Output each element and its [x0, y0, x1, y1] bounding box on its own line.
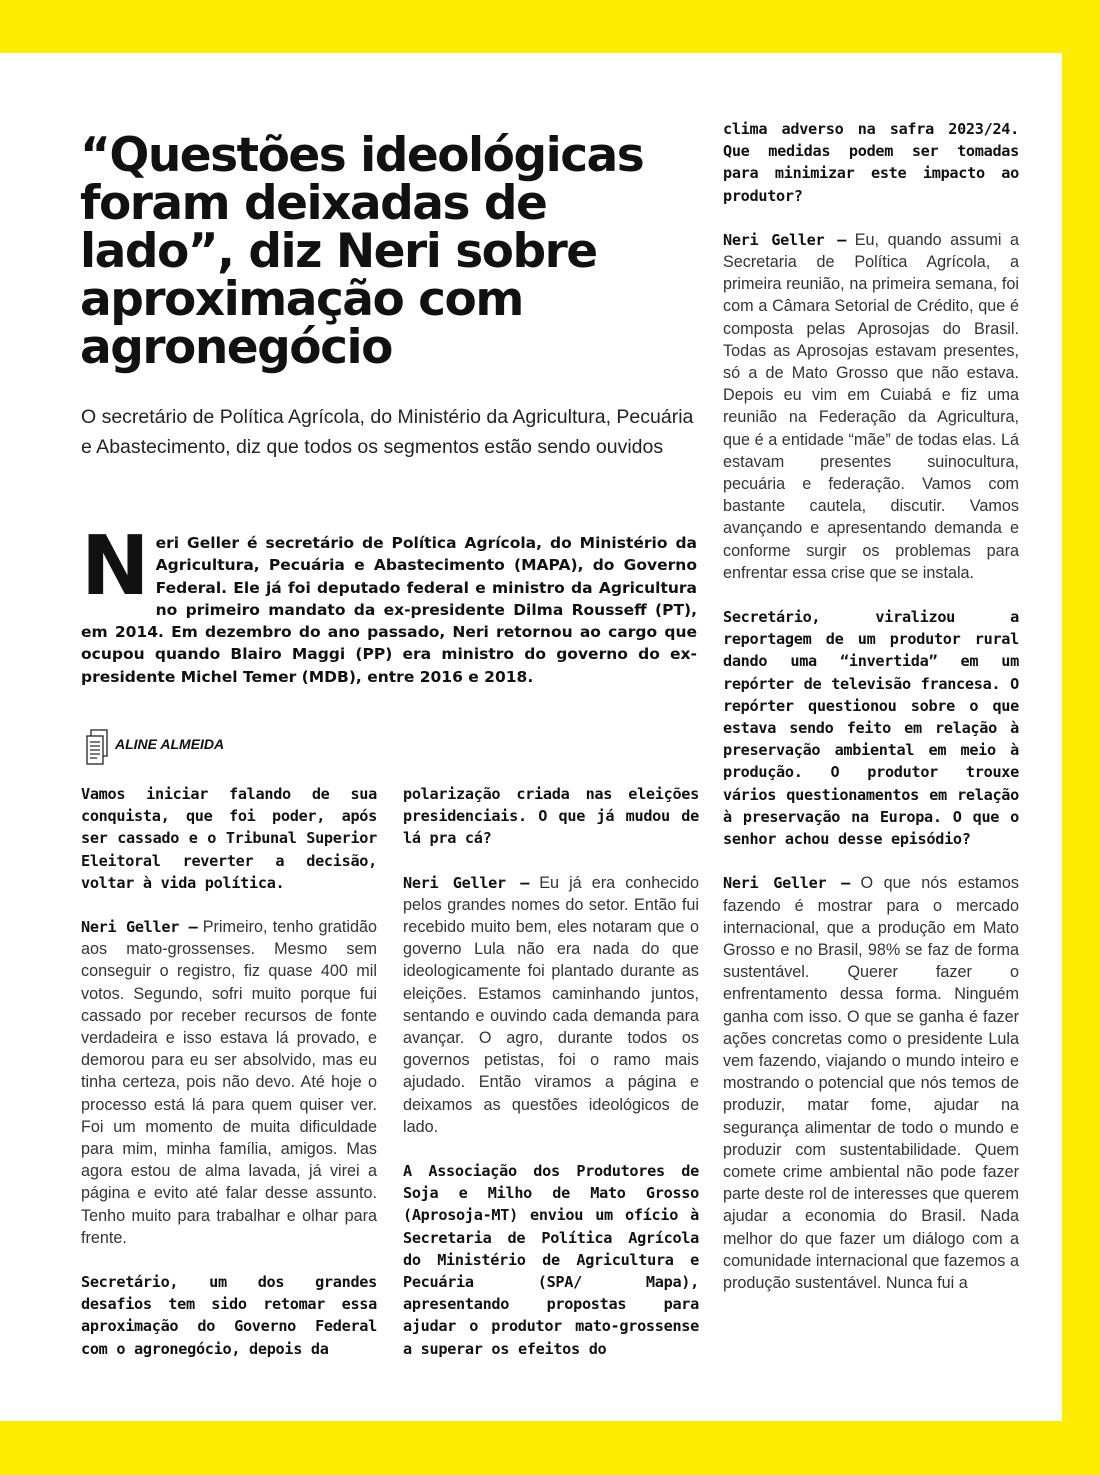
text-column-3	[723, 118, 1019, 1316]
question-2: Secretário, um dos grandes desafios tem sido retomar essa aproximação do Governo Federal com o agronegócio, depois da	[81, 1273, 377, 1358]
answer-3	[723, 229, 1019, 584]
answer-text: Eu, quando assumi a Secretaria de Política Agrícola, a primeira reunião, na primeira semana, foi com a Câmara Setorial de Crédito, que é composta pelas Aprosojas do Brasil. Todas as Aprosojas estavam presentes, só a de Mato Grosso que não estava. Depois eu vim em Cuiabá e fiz uma reunião na Federação da Agricultura, que é a entidade “mãe” de todas elas. Lá estavam presentes suinocultura, pecuária e federação. Vamos com bastante cautela, discutir. Vamos avançando e apresentando demanda e conforme surgir os problemas para enfrentar essa crise que se instala.	[723, 230, 1019, 582]
article-subtitle: O secretário de Política Agrícola, do Ministério da Agricultura, Pecuária e Abastecimento, diz que todos os segmentos estão sendo ouvidos	[81, 406, 694, 458]
question-3-continued: clima adverso na safra 2023/24. Que medidas podem ser tomadas para minimizar este impacto ao produtor?	[723, 120, 1019, 205]
answer-text: Eu já era conhecido pelos grandes nomes do setor. Então fui recebido muito bem, eles notaram que o governo Lula não era nada do que ideologicamente foi plantado durante as eleições. Estamos caminhando juntos, sentando e ouvindo cada demanda para avançar. O agro, durante todos os governos petistas, foi o ramo mais ajudado. Então viramos a página e deixamos as questões ideológicos de lado.	[403, 873, 700, 1136]
author-name: ALINE ALMEIDA	[115, 736, 225, 752]
answer-text: O que nós estamos fazendo é mostrar para o mercado internacional, que a produção em Mato Grosso e no Brasil, 98% se faz de forma sustentável. Querer fazer o enfrentamento dessa forma. Ninguém ganha com isso. O que se ganha é fazer ações concretas como o presidente Lula vem fazendo, viajando o mundo inteiro e mostrando o potencial que nós temos de produzir, matar fome, ajudar na segurança alimentar de todo o mundo e produzir com sustentabilidade. Quem comete crime ambiental não pode fazer parte deste rol de interesses que querem ajudar a economia do Brasil. Nada melhor do que fazer um diálogo com a comunidade internacional que fazemos a produção sustentável. Nunca fui a	[723, 874, 1020, 1292]
text-column-2	[403, 783, 699, 1382]
text-column-1	[81, 783, 377, 1382]
speaker-label: Neri Geller –	[723, 874, 851, 893]
lead-text: eri Geller é secretário de Política Agrícola, do Ministério da Agricultura, Pecuária e Abastecimento (MAPA), do Governo Federal. Ele já foi deputado federal e ministro da Agricultura no primeiro mandato da ex-presidente Dilma Rousseff (PT), em 2014. Em dezembro do ano passado, Neri retornou ao cargo que ocupou quando Blairo Maggi (PP) era ministro do governo do ex-presidente Michel Temer (MDB), entre 2016 e 2018.	[81, 534, 697, 686]
answer-1	[81, 916, 377, 1249]
question-1: Vamos iniciar falando de sua conquista, que foi poder, após ser cassado e o Tribunal Superior Eleitoral reverter a decisão, voltar à vida política.	[81, 785, 377, 892]
speaker-label: Neri Geller –	[723, 230, 847, 249]
question-2-continued: polarização criada nas eleições presidenciais. O que já mudou de lá pra cá?	[403, 785, 699, 848]
article-lead	[81, 519, 697, 688]
document-icon	[84, 728, 112, 768]
drop-cap: N	[81, 519, 148, 614]
answer-2	[403, 872, 699, 1138]
speaker-label: Neri Geller –	[81, 918, 198, 937]
byline	[84, 728, 224, 768]
answer-4	[723, 872, 1019, 1294]
speaker-label: Neri Geller –	[403, 873, 530, 892]
article-title: “Questões ideológicas foram deixadas de lado”, diz Neri sobre aproximação com agronegócio	[80, 128, 644, 375]
answer-text: Primeiro, tenho gratidão aos mato-grossenses. Mesmo sem conseguir o registro, fiz quase 400 mil votos. Segundo, sofri muito porque fui cassado por receber recursos de fonte verdadeira e isso estava lá provado, e demorou para eu ser absolvido, mas eu tinha certeza, pois não devo. Até hoje o processo está lá para quem quiser ver. Foi um momento de muita dificuldade para mim, minha família, amigos. Mas agora estou de alma lavada, já virei a página e evito até falar desse assunto. Tenho muito para trabalhar e olhar para frente.	[81, 918, 378, 1247]
question-3: A Associação dos Produtores de Soja e Milho de Mato Grosso (Aprosoja-MT) enviou um ofício à Secretaria de Política Agrícola do Ministério de Agricultura e Pecuária (SPA/ Mapa), apresentando propostas para ajudar o produtor mato-grossense a superar os efeitos do	[403, 1162, 699, 1358]
question-4: Secretário, viralizou a reportagem de um produtor rural dando uma “invertida” em um repórter de televisão francesa. O repórter questionou sobre o que estava sendo feito em relação à preservação ambiental em meio à produção. O produtor trouxe vários questionamentos em relação à preservação na Europa. O que o senhor achou desse episódio?	[723, 608, 1019, 849]
